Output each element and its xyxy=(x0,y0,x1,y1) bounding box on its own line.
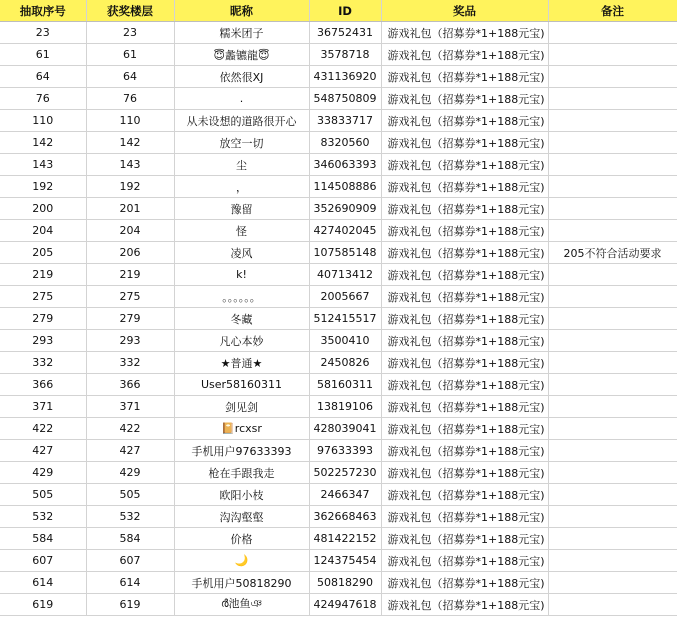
header-draw-number: 抽取序号 xyxy=(0,0,86,22)
cell-note xyxy=(548,506,677,528)
table-row xyxy=(0,22,677,44)
cell-note xyxy=(548,132,677,154)
cell-winning-floor: 201 xyxy=(86,198,174,220)
cell-id: 2466347 xyxy=(309,484,381,506)
cell-draw-number: 192 xyxy=(0,176,86,198)
cell-draw-number: 110 xyxy=(0,110,86,132)
cell-id: 428039041 xyxy=(309,418,381,440)
cell-id: 3500410 xyxy=(309,330,381,352)
cell-nickname: ര്‍池鱼ঞ xyxy=(174,594,309,616)
cell-note xyxy=(548,110,677,132)
cell-draw-number: 143 xyxy=(0,154,86,176)
cell-nickname: 依然很XJ xyxy=(174,66,309,88)
cell-id: 58160311 xyxy=(309,374,381,396)
cell-note xyxy=(548,264,677,286)
cell-id: 2005667 xyxy=(309,286,381,308)
cell-nickname: 枪在手跟我走 xyxy=(174,462,309,484)
cell-winning-floor: 279 xyxy=(86,308,174,330)
cell-note xyxy=(548,286,677,308)
cell-winning-floor: 532 xyxy=(86,506,174,528)
cell-draw-number: 279 xyxy=(0,308,86,330)
cell-id: 50818290 xyxy=(309,572,381,594)
cell-winning-floor: 366 xyxy=(86,374,174,396)
cell-nickname: User58160311 xyxy=(174,374,309,396)
cell-nickname: 冬藏 xyxy=(174,308,309,330)
cell-draw-number: 427 xyxy=(0,440,86,462)
table-row xyxy=(0,594,677,616)
cell-draw-number: 23 xyxy=(0,22,86,44)
cell-id: 548750809 xyxy=(309,88,381,110)
cell-id: 124375454 xyxy=(309,550,381,572)
cell-nickname: 放空一切 xyxy=(174,132,309,154)
cell-nickname: 手机用户97633393 xyxy=(174,440,309,462)
cell-prize: 游戏礼包（招募券*1+188元宝) xyxy=(381,198,548,220)
table-row xyxy=(0,286,677,308)
cell-nickname: k! xyxy=(174,264,309,286)
table-row xyxy=(0,550,677,572)
cell-id: 3578718 xyxy=(309,44,381,66)
cell-prize: 游戏礼包（招募券*1+188元宝) xyxy=(381,154,548,176)
cell-nickname: 手机用户50818290 xyxy=(174,572,309,594)
table-row xyxy=(0,440,677,462)
table-row xyxy=(0,418,677,440)
table-row xyxy=(0,220,677,242)
header-note: 备注 xyxy=(548,0,677,22)
cell-draw-number: 61 xyxy=(0,44,86,66)
cell-draw-number: 584 xyxy=(0,528,86,550)
table-row xyxy=(0,88,677,110)
cell-id: 346063393 xyxy=(309,154,381,176)
cell-winning-floor: 275 xyxy=(86,286,174,308)
cell-prize: 游戏礼包（招募券*1+188元宝) xyxy=(381,528,548,550)
cell-nickname: 从未设想的道路很开心 xyxy=(174,110,309,132)
cell-id: 40713412 xyxy=(309,264,381,286)
cell-draw-number: 607 xyxy=(0,550,86,572)
cell-draw-number: 200 xyxy=(0,198,86,220)
cell-nickname: ， xyxy=(174,176,309,198)
cell-prize: 游戏礼包（招募券*1+188元宝) xyxy=(381,594,548,616)
cell-draw-number: 293 xyxy=(0,330,86,352)
cell-note xyxy=(548,154,677,176)
cell-winning-floor: 76 xyxy=(86,88,174,110)
cell-prize: 游戏礼包（招募券*1+188元宝) xyxy=(381,550,548,572)
cell-winning-floor: 614 xyxy=(86,572,174,594)
cell-note xyxy=(548,22,677,44)
cell-id: 2450826 xyxy=(309,352,381,374)
table-row xyxy=(0,198,677,220)
cell-note xyxy=(548,440,677,462)
table-row xyxy=(0,374,677,396)
cell-winning-floor: 61 xyxy=(86,44,174,66)
cell-note xyxy=(548,528,677,550)
cell-nickname: 剑见剑 xyxy=(174,396,309,418)
table-row xyxy=(0,154,677,176)
cell-winning-floor: 23 xyxy=(86,22,174,44)
cell-note xyxy=(548,484,677,506)
cell-prize: 游戏礼包（招募券*1+188元宝) xyxy=(381,242,548,264)
table-row xyxy=(0,572,677,594)
cell-winning-floor: 332 xyxy=(86,352,174,374)
cell-note xyxy=(548,352,677,374)
table-row xyxy=(0,352,677,374)
cell-note xyxy=(548,330,677,352)
cell-draw-number: 64 xyxy=(0,66,86,88)
cell-prize: 游戏礼包（招募券*1+188元宝) xyxy=(381,264,548,286)
cell-note xyxy=(548,198,677,220)
cell-prize: 游戏礼包（招募券*1+188元宝) xyxy=(381,572,548,594)
cell-id: 107585148 xyxy=(309,242,381,264)
cell-draw-number: 332 xyxy=(0,352,86,374)
cell-prize: 游戏礼包（招募券*1+188元宝) xyxy=(381,506,548,528)
cell-id: 8320560 xyxy=(309,132,381,154)
cell-winning-floor: 607 xyxy=(86,550,174,572)
cell-note xyxy=(548,396,677,418)
table-row xyxy=(0,330,677,352)
cell-prize: 游戏礼包（招募券*1+188元宝) xyxy=(381,440,548,462)
cell-nickname: . xyxy=(174,88,309,110)
cell-note xyxy=(548,418,677,440)
cell-note xyxy=(548,550,677,572)
header-prize: 奖品 xyxy=(381,0,548,22)
cell-nickname: 糯米团子 xyxy=(174,22,309,44)
cell-prize: 游戏礼包（招募券*1+188元宝) xyxy=(381,374,548,396)
cell-prize: 游戏礼包（招募券*1+188元宝) xyxy=(381,352,548,374)
cell-prize: 游戏礼包（招募券*1+188元宝) xyxy=(381,66,548,88)
cell-winning-floor: 142 xyxy=(86,132,174,154)
cell-id: 427402045 xyxy=(309,220,381,242)
cell-draw-number: 142 xyxy=(0,132,86,154)
cell-prize: 游戏礼包（招募券*1+188元宝) xyxy=(381,308,548,330)
cell-note xyxy=(548,176,677,198)
cell-prize: 游戏礼包（招募券*1+188元宝) xyxy=(381,220,548,242)
cell-note xyxy=(548,220,677,242)
cell-draw-number: 366 xyxy=(0,374,86,396)
cell-winning-floor: 192 xyxy=(86,176,174,198)
cell-note xyxy=(548,462,677,484)
cell-winning-floor: 143 xyxy=(86,154,174,176)
cell-id: 424947618 xyxy=(309,594,381,616)
table-row xyxy=(0,176,677,198)
table-row xyxy=(0,484,677,506)
cell-draw-number: 371 xyxy=(0,396,86,418)
cell-winning-floor: 110 xyxy=(86,110,174,132)
table-row xyxy=(0,462,677,484)
cell-draw-number: 275 xyxy=(0,286,86,308)
cell-note xyxy=(548,44,677,66)
cell-winning-floor: 429 xyxy=(86,462,174,484)
cell-note xyxy=(548,594,677,616)
cell-prize: 游戏礼包（招募券*1+188元宝) xyxy=(381,484,548,506)
cell-id: 13819106 xyxy=(309,396,381,418)
cell-winning-floor: 427 xyxy=(86,440,174,462)
cell-prize: 游戏礼包（招募券*1+188元宝) xyxy=(381,286,548,308)
cell-winning-floor: 204 xyxy=(86,220,174,242)
cell-draw-number: 205 xyxy=(0,242,86,264)
cell-nickname: 📔rcxsr xyxy=(174,418,309,440)
cell-id: 481422152 xyxy=(309,528,381,550)
table-row xyxy=(0,308,677,330)
cell-nickname: 豫留 xyxy=(174,198,309,220)
cell-id: 114508886 xyxy=(309,176,381,198)
cell-nickname: 沟沟壑壑 xyxy=(174,506,309,528)
cell-id: 431136920 xyxy=(309,66,381,88)
table-body xyxy=(0,22,677,616)
cell-draw-number: 505 xyxy=(0,484,86,506)
cell-note: 205不符合活动要求 xyxy=(548,242,677,264)
cell-draw-number: 204 xyxy=(0,220,86,242)
cell-nickname: 欧阳小枝 xyxy=(174,484,309,506)
cell-nickname: 怪 xyxy=(174,220,309,242)
header-row xyxy=(0,0,677,22)
table-row xyxy=(0,44,677,66)
cell-winning-floor: 619 xyxy=(86,594,174,616)
cell-nickname: 🌙 xyxy=(174,550,309,572)
cell-id: 36752431 xyxy=(309,22,381,44)
table-row xyxy=(0,132,677,154)
cell-winning-floor: 219 xyxy=(86,264,174,286)
table-row xyxy=(0,242,677,264)
table-row xyxy=(0,66,677,88)
cell-nickname: ★普通★ xyxy=(174,352,309,374)
cell-id: 33833717 xyxy=(309,110,381,132)
cell-draw-number: 422 xyxy=(0,418,86,440)
cell-note xyxy=(548,66,677,88)
cell-prize: 游戏礼包（招募券*1+188元宝) xyxy=(381,176,548,198)
cell-winning-floor: 371 xyxy=(86,396,174,418)
cell-draw-number: 532 xyxy=(0,506,86,528)
cell-draw-number: 619 xyxy=(0,594,86,616)
cell-note xyxy=(548,88,677,110)
cell-prize: 游戏礼包（招募券*1+188元宝) xyxy=(381,132,548,154)
cell-prize: 游戏礼包（招募券*1+188元宝) xyxy=(381,44,548,66)
cell-winning-floor: 584 xyxy=(86,528,174,550)
cell-winning-floor: 505 xyxy=(86,484,174,506)
cell-note xyxy=(548,374,677,396)
table-row xyxy=(0,110,677,132)
cell-id: 352690909 xyxy=(309,198,381,220)
table-row xyxy=(0,396,677,418)
cell-draw-number: 76 xyxy=(0,88,86,110)
cell-prize: 游戏礼包（招募券*1+188元宝) xyxy=(381,462,548,484)
header-id: ID xyxy=(309,0,381,22)
cell-winning-floor: 64 xyxy=(86,66,174,88)
cell-nickname: 。。。。。。 xyxy=(174,286,309,308)
table-row xyxy=(0,264,677,286)
cell-nickname: 尘 xyxy=(174,154,309,176)
cell-id: 362668463 xyxy=(309,506,381,528)
cell-prize: 游戏礼包（招募券*1+188元宝) xyxy=(381,396,548,418)
cell-prize: 游戏礼包（招募券*1+188元宝) xyxy=(381,88,548,110)
table-row xyxy=(0,506,677,528)
cell-winning-floor: 293 xyxy=(86,330,174,352)
cell-prize: 游戏礼包（招募券*1+188元宝) xyxy=(381,110,548,132)
cell-nickname: 😇蠡镳龍😇 xyxy=(174,44,309,66)
header-winning-floor: 获奖楼层 xyxy=(86,0,174,22)
cell-note xyxy=(548,308,677,330)
cell-draw-number: 429 xyxy=(0,462,86,484)
cell-prize: 游戏礼包（招募券*1+188元宝) xyxy=(381,22,548,44)
cell-prize: 游戏礼包（招募券*1+188元宝) xyxy=(381,418,548,440)
cell-nickname: 价格 xyxy=(174,528,309,550)
cell-id: 97633393 xyxy=(309,440,381,462)
cell-winning-floor: 206 xyxy=(86,242,174,264)
cell-note xyxy=(548,572,677,594)
cell-winning-floor: 422 xyxy=(86,418,174,440)
cell-id: 512415517 xyxy=(309,308,381,330)
cell-nickname: 凌风 xyxy=(174,242,309,264)
table-row xyxy=(0,528,677,550)
cell-id: 502257230 xyxy=(309,462,381,484)
cell-prize: 游戏礼包（招募券*1+188元宝) xyxy=(381,330,548,352)
cell-draw-number: 219 xyxy=(0,264,86,286)
header-nickname: 昵称 xyxy=(174,0,309,22)
cell-nickname: 凡心本妙 xyxy=(174,330,309,352)
cell-draw-number: 614 xyxy=(0,572,86,594)
